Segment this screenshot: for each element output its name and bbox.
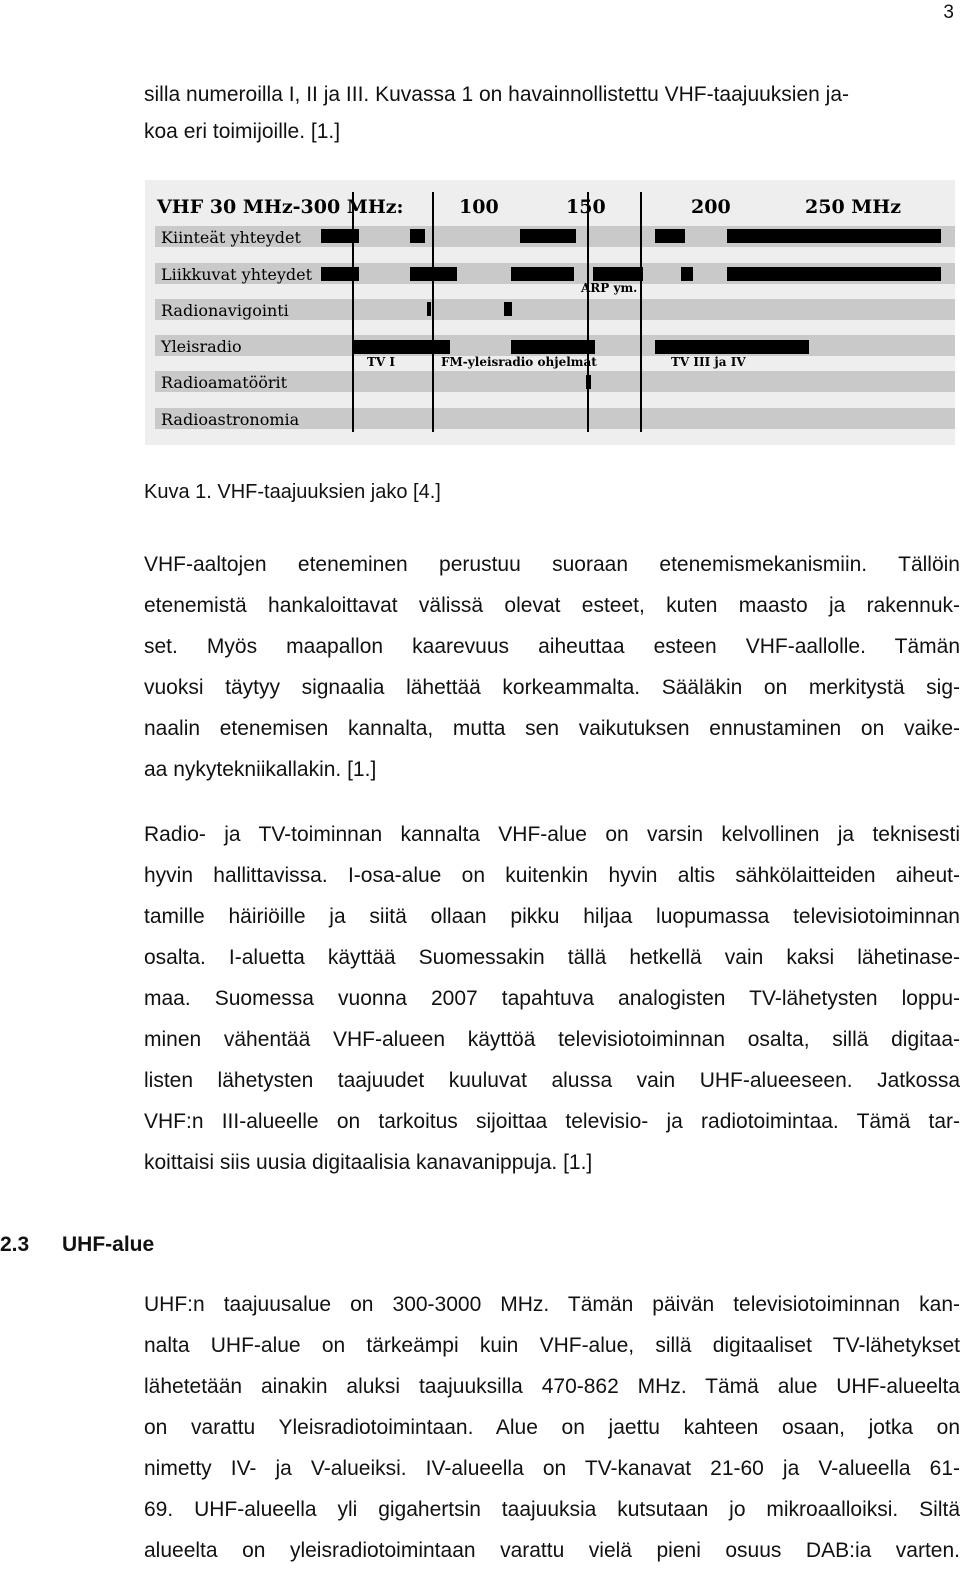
text-line: silla numeroilla I, II ja III. Kuvassa 1 on havainnollistettu VHF-taajuuksien ja-	[144, 83, 850, 106]
divider-line	[352, 192, 354, 432]
section-heading	[0, 1233, 154, 1257]
allocation-bar	[321, 267, 359, 281]
vhf-allocation-figure	[145, 180, 955, 445]
text-line: nimetty IV- ja V-alueiksi. IV-alueella on TV-kanavat 21-60 ja V-alueella 61-	[144, 1457, 960, 1480]
text-line: lähetetään ainakin aluksi taajuuksilla 470-862 MHz. Tämä alue UHF-alueelta	[144, 1375, 960, 1398]
figure-caption: Kuva 1. VHF-taajuuksien jako [4.]	[144, 481, 441, 503]
allocation-bar	[655, 340, 809, 354]
text-line: VHF:n III-alueelle on tarkoitus sijoittaa televisio- ja radiotoimintaa. Tämä tar-	[144, 1110, 960, 1133]
allocation-bar	[410, 267, 457, 281]
annotation-label: TV I	[367, 355, 396, 369]
allocation-bar	[511, 340, 595, 354]
allocation-bar	[504, 302, 512, 316]
row-label: Radionavigointi	[161, 301, 289, 320]
text-line: koa eri toimijoille. [1.]	[144, 120, 341, 143]
paragraph-radio-tv	[144, 814, 960, 1183]
section-number: 2.3	[0, 1233, 30, 1256]
allocation-bar	[427, 302, 431, 316]
text-line: listen lähetysten taajuudet kuuluvat alussa vain UHF-alueeseen. Jatkossa	[144, 1069, 960, 1092]
allocation-bar	[511, 267, 574, 281]
divider-line	[587, 192, 589, 432]
allocation-bar	[410, 229, 425, 243]
axis-tick-label: 100	[459, 196, 499, 218]
allocation-bar	[593, 267, 643, 281]
axis-tick-label: 150	[566, 196, 606, 218]
text-line: nalta UHF-alue on tärkeämpi kuin VHF-alue, sillä digitaaliset TV-lähetykset	[144, 1334, 960, 1357]
page-number: 3	[943, 2, 954, 23]
text-line: etenemistä hankaloittavat välissä olevat esteet, kuten maasto ja rakennuk-	[144, 594, 960, 617]
intro-paragraph	[144, 76, 960, 150]
figure-header: VHF 30 MHz-300 MHz:	[157, 196, 404, 218]
text-line: aa nykytekniikallakin. [1.]	[144, 758, 377, 781]
section-title: UHF-alue	[62, 1233, 155, 1256]
text-line: maa. Suomessa vuonna 2007 tapahtuva analogisten TV-lähetysten loppu-	[144, 987, 960, 1010]
row-label: Kiinteät yhteydet	[161, 228, 301, 247]
text-line: vuoksi täytyy signaalia lähettää korkeammalta. Sääläkin on merkitystä sig-	[144, 676, 960, 699]
allocation-bar	[727, 267, 941, 281]
divider-line	[432, 192, 434, 432]
row-label: Yleisradio	[161, 337, 242, 356]
annotation-label: ARP ym.	[581, 281, 638, 295]
text-line: alueelta on yleisradiotoimintaan varattu vielä pieni osuus DAB:ia varten.	[144, 1539, 960, 1562]
text-line: UHF:n taajuusalue on 300-3000 MHz. Tämän päivän televisiotoiminnan kan-	[144, 1293, 960, 1316]
text-line: minen vähentää VHF-alueen käyttöä televisiotoiminnan osalta, sillä digitaa-	[144, 1028, 960, 1051]
annotation-label: FM-yleisradio ohjelmat	[441, 355, 597, 369]
text-line: tamille häiriöille ja siitä ollaan pikku hiljaa luopumassa televisiotoiminnan	[144, 905, 960, 928]
text-line: osalta. I-aluetta käyttää Suomessakin tällä hetkellä vain kaksi lähetinase-	[144, 946, 960, 969]
row-label: Liikkuvat yhteydet	[161, 265, 313, 284]
allocation-bar	[586, 375, 591, 389]
allocation-bar	[321, 229, 359, 243]
text-line: 69. UHF-alueella yli gigahertsin taajuuksia kutsutaan jo mikroaalloiksi. Siltä	[144, 1498, 960, 1521]
paragraph-vhf-propagation	[144, 544, 960, 790]
text-line: naalin etenemisen kannalta, mutta sen vaikutuksen ennustaminen on vaike-	[144, 717, 960, 740]
text-line: hyvin hallittavissa. I-osa-alue on kuitenkin hyvin altis sähkölaitteiden aiheut-	[144, 864, 960, 887]
allocation-bar	[727, 229, 941, 243]
allocation-bar	[520, 229, 576, 243]
axis-tick-label: 250 MHz	[805, 196, 902, 218]
row-label: Radioastronomia	[161, 410, 300, 429]
allocation-bar	[655, 229, 685, 243]
text-line: VHF-aaltojen eteneminen perustuu suoraan etenemismekanismiin. Tällöin	[144, 553, 960, 576]
allocation-bar	[681, 267, 693, 281]
divider-line	[640, 192, 642, 432]
axis-tick-label: 200	[691, 196, 731, 218]
allocation-bar	[354, 340, 450, 354]
text-line: Radio- ja TV-toiminnan kannalta VHF-alue on varsin kelvollinen ja teknisesti	[144, 823, 960, 846]
annotation-label: TV III ja IV	[671, 355, 746, 369]
paragraph-uhf	[144, 1284, 960, 1571]
text-line: on varattu Yleisradiotoimintaan. Alue on jaettu kahteen osaan, jotka on	[144, 1416, 960, 1439]
row-label: Radioamatöörit	[161, 373, 288, 392]
text-line: set. Myös maapallon kaarevuus aiheuttaa esteen VHF-aallolle. Tämän	[144, 635, 960, 658]
text-line: koittaisi siis uusia digitaalisia kanavanippuja. [1.]	[144, 1151, 593, 1174]
